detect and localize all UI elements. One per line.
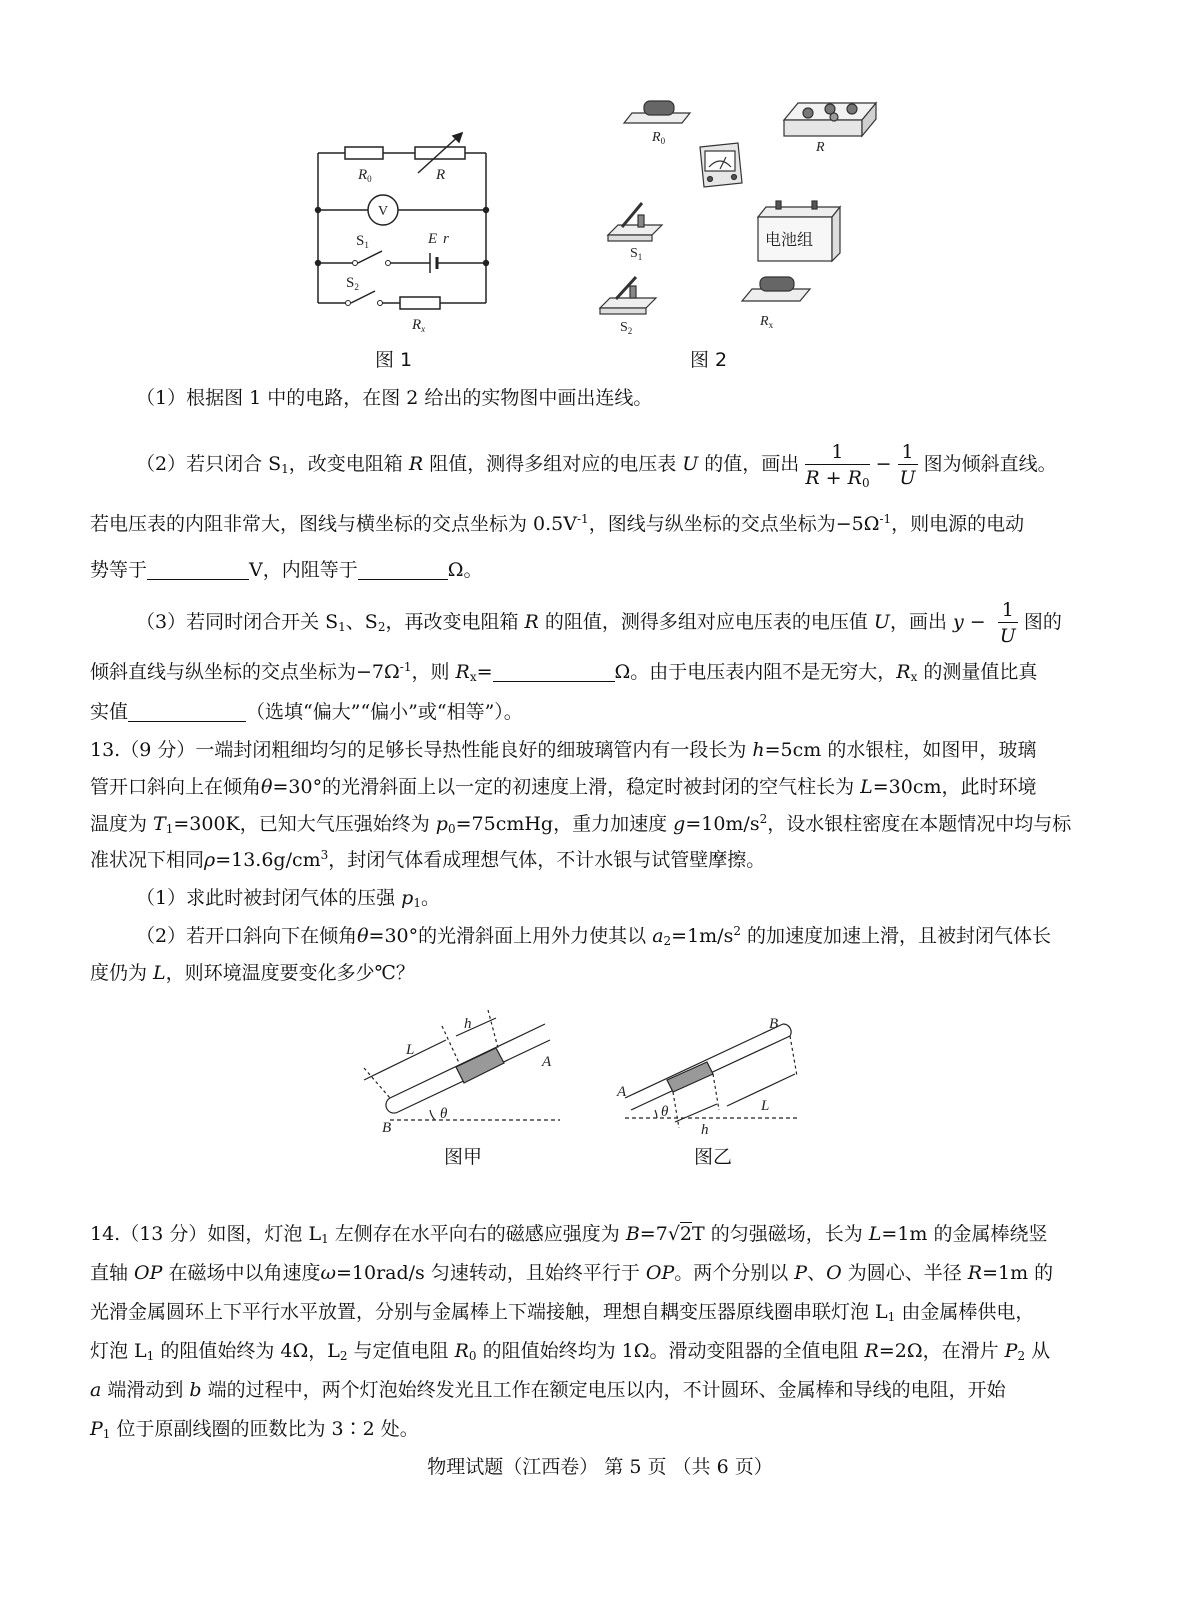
label-v: V: [378, 204, 389, 219]
answer-blank-rx[interactable]: [493, 661, 615, 682]
q12-part3-line2: 倾斜直线与纵坐标的交点坐标为$-7\Omega^{-1}$，则 $R_x= \Omega$。由于电压表内阻不是无穷大，$R_x$ 的测量值比真: [90, 660, 1038, 684]
q14-line4: 灯泡 $L_1$ 的阻值始终为 4Ω，$L_2$ 与定值电阻 $R_0$ 的阻值始终均为 1Ω。滑动变阻器的全值电阻 R=2Ω，在滑片 $P_2$ 从: [90, 1340, 1051, 1363]
voltmeter-icon: [700, 143, 742, 187]
fraction-1-over-u-part3: $\frac{1}{U}$: [998, 599, 1018, 648]
q13-line4: 准状况下相同$\rho=13.6g/cm^3$，封闭气体看成理想气体，不计水银与试管壁摩擦。: [90, 848, 766, 871]
q12-part1: （1）根据图 1 中的电路，在图 2 给出的实物图中画出连线。: [136, 387, 653, 409]
q13-line2: 管开口斜向上在倾角θ=30°的光滑斜面上以一定的初速度上滑，稳定时被封闭的空气柱长为 L=30cm，此时环境: [90, 776, 1037, 798]
sqrt-symbol: √2: [667, 1223, 693, 1245]
label-r-internal: r: [443, 231, 449, 247]
answer-blank-internal-resistance[interactable]: [358, 559, 448, 580]
battery-pack-icon: [758, 201, 840, 261]
q14-line6: $P_1$ 位于原副线圈的匝数比为 3∶2 处。: [90, 1418, 419, 1441]
q14-line1: 14.（13 分）如图，灯泡 $L_1$ 左侧存在水平向右的磁感应强度为 B=7√2T 的匀强磁场，长为 L=1m 的金属棒绕竖: [90, 1223, 1048, 1246]
q12-part3: （3）若同时闭合开关 $S_1$、$S_2$，再改变电阻箱 R 的阻值，测得多组对应电压表的电压值 U，画出 y − $\frac{1}{U}$ 图的: [136, 598, 1062, 647]
q12-part2-line2: 若电压表的内阻非常大，图线与横坐标的交点坐标为 $0.5V^{-1}$，图线与纵坐标的交点坐标为$-5\Omega^{-1}$，则电源的电动: [90, 512, 1025, 535]
label-battery: 电池组: [765, 232, 814, 249]
label-l: L: [406, 1042, 415, 1058]
label-a: A: [617, 1084, 627, 1100]
switch-s1-icon: [608, 203, 662, 241]
label-b: B: [769, 1016, 779, 1032]
q13-sub2: （2）若开口斜向下在倾角θ=30°的光滑斜面上用外力使其以 $a_2=1m/s^2$ 的加速度加速上滑，且被封闭气体长: [136, 924, 1052, 948]
figure-1-caption: 图 1: [375, 349, 413, 371]
figure-jia-tube: [360, 1010, 580, 1140]
label-s1: $S_1$: [630, 246, 643, 262]
label-r: R: [816, 140, 825, 155]
label-r0: $R_0$: [652, 130, 666, 146]
figure-jia-caption: 图甲: [444, 1146, 483, 1168]
label-rx: $R_x$: [760, 314, 774, 330]
label-s2: $S_2$: [620, 320, 633, 336]
label-h: h: [701, 1122, 709, 1138]
q14-line2: 直轴 OP 在磁场中以角速度ω=10rad/s 匀速转动，且始终平行于 OP。两个分别以 P、O 为圆心、半径 R=1m 的: [90, 1262, 1054, 1284]
q13-line1: 13.（9 分）一端封闭粗细均匀的足够长导热性能良好的细玻璃管内有一段长为 h=5cm 的水银柱，如图甲，玻璃: [90, 739, 1037, 761]
figure-1-circuit: [300, 95, 510, 345]
label-s1: $S_1$: [356, 233, 369, 250]
q13-line3: 温度为 $T_1=300K$，已知大气压强始终为 $p_0=75cmHg$，重力加速度 $g=10m/s^2$，设水银柱密度在本题情况中均与标: [90, 812, 1072, 836]
label-a: A: [542, 1054, 552, 1070]
q13-sub1: （1）求此时被封闭气体的压强 $p_1$。: [136, 887, 440, 910]
resistance-box-icon: [784, 103, 876, 136]
resistor-r0-icon: [624, 101, 690, 123]
figure-2-caption: 图 2: [690, 349, 728, 371]
q14-line5: a 端滑动到 b 端的过程中，两个灯泡始终发光且工作在额定电压以内，不计圆环、金属棒和导线的电阻，开始: [90, 1379, 1006, 1401]
q14-line3: 光滑金属圆环上下平行水平放置，分别与金属棒上下端接触，理想自耦变压器原线圈串联灯泡 $L_1$ 由金属棒供电，: [90, 1301, 1035, 1324]
page-footer: 物理试题（江西卷） 第 5 页 （共 6 页）: [427, 1456, 773, 1478]
label-theta: θ: [440, 1106, 448, 1122]
resistor-rx-icon: [742, 277, 810, 301]
fraction-1-over-r-plus-r0: $\frac{1}{R + R_0}$: [805, 440, 870, 490]
figure-yi-tube: [615, 1010, 815, 1140]
figure-2-apparatus: [590, 85, 890, 347]
switch-s2-icon: [600, 277, 656, 314]
label-r: R: [436, 167, 446, 183]
answer-blank-emf[interactable]: [147, 559, 249, 580]
q12-part2: （2）若只闭合 $S_1$，改变电阻箱 R 阻值，测得多组对应的电压表 U 的值，画出 $\frac{1}{R + R_0}$ − $\frac{1}{U}$ 图为倾斜直线。: [136, 440, 1057, 490]
label-rx: $R_x$: [412, 317, 426, 334]
label-r0: $R_0$: [358, 167, 372, 184]
label-e: E: [428, 231, 438, 247]
figure-yi-caption: 图乙: [694, 1146, 733, 1168]
answer-blank-comparison[interactable]: [128, 701, 246, 722]
label-s2: $S_2$: [346, 275, 359, 292]
label-theta: θ: [661, 1104, 669, 1120]
label-b: B: [382, 1120, 392, 1136]
q13-sub2-line2: 度仍为 L，则环境温度要变化多少℃？: [90, 962, 415, 984]
q12-part2-line3: 势等于 V，内阻等于 Ω。: [90, 559, 483, 581]
q12-part3-line3: 实值 （选填“偏大”“偏小”或“相等”）。: [90, 701, 523, 723]
label-l: L: [761, 1098, 770, 1114]
label-h: h: [464, 1016, 472, 1032]
fraction-1-over-u: $\frac{1}{U}$: [898, 441, 918, 490]
